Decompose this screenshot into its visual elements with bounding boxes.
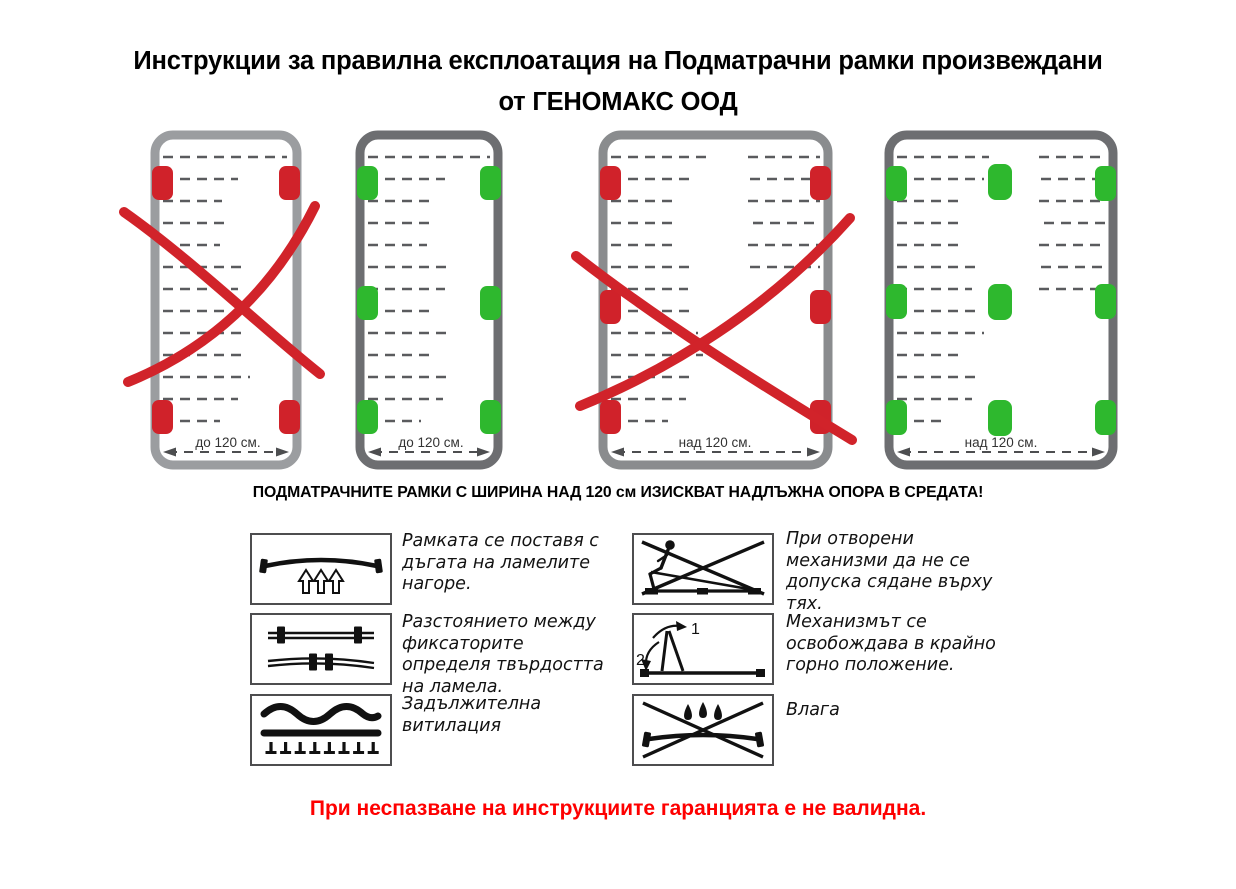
page-title-line1: Инструкции за правилна експлоатация на Подматрачни рамки произвеждани (133, 47, 1103, 75)
width-label: до 120 см. (195, 435, 261, 450)
frame-diagram-narrow-wrong (150, 130, 302, 470)
instruction-text-fixators: Разстоянието между фиксаторите определя твърдостта на ламела. (402, 612, 604, 697)
width-note: ПОДМАТРАЧНИТЕ РАМКИ С ШИРИНА НАД 120 см ИЗИСКВАТ НАДЛЪЖНА ОПОРА В СРЕДАТА! (252, 484, 984, 501)
slat-fixators-graphic (252, 615, 390, 683)
bed-frame-graphic (598, 130, 833, 470)
ventilation-feet (266, 742, 379, 754)
mechanism-release-graphic (634, 615, 772, 683)
no-sitting-graphic (634, 535, 772, 603)
step-1-label: 1 (691, 621, 700, 638)
water-drops (684, 702, 722, 720)
width-label: над 120 см. (964, 435, 1038, 450)
instruction-text-no-sitting: При отворени механизми да не се допуска сядане върху тях. (786, 529, 993, 614)
slat-bow-up-graphic (252, 535, 390, 603)
frame-diagram-wide-wrong (598, 130, 833, 470)
page-title (0, 41, 1236, 123)
ventilation-icon (250, 694, 392, 766)
bed-frame-graphic (355, 130, 503, 470)
up-arrows (299, 570, 343, 593)
frame-diagram-wide-correct (884, 130, 1118, 470)
instruction-text-release: Механизмът се освобождава в крайно горно положение. (786, 612, 996, 676)
no-sitting-on-open-mechanism-icon (632, 533, 774, 605)
bed-frame-graphic (884, 130, 1118, 470)
width-label: до 120 см. (398, 435, 464, 450)
step-2-label: 2 (636, 652, 645, 669)
warranty-warning: При неспазване на инструкциите гаранцията е не валидна. (309, 797, 927, 820)
instruction-text-moisture: Влага (786, 700, 840, 720)
no-moisture-graphic (634, 696, 772, 764)
instruction-text-ventilation: Задължителна витилация (402, 694, 542, 736)
no-moisture-icon (632, 694, 774, 766)
slat-fixators-icon (250, 613, 392, 685)
width-label: над 120 см. (678, 435, 752, 450)
lever (662, 631, 683, 671)
mechanism-release-icon (632, 613, 774, 685)
instruction-text-bow-up: Рамката се поставя с дъгата на ламелите нагоре. (402, 531, 599, 595)
page-title-line2: от ГЕНОМАКС ООД (498, 88, 738, 116)
ventilation-graphic (252, 696, 390, 764)
slat-bow-up-icon (250, 533, 392, 605)
frame-diagram-narrow-correct (355, 130, 503, 470)
bed-frame-graphic (150, 130, 302, 470)
